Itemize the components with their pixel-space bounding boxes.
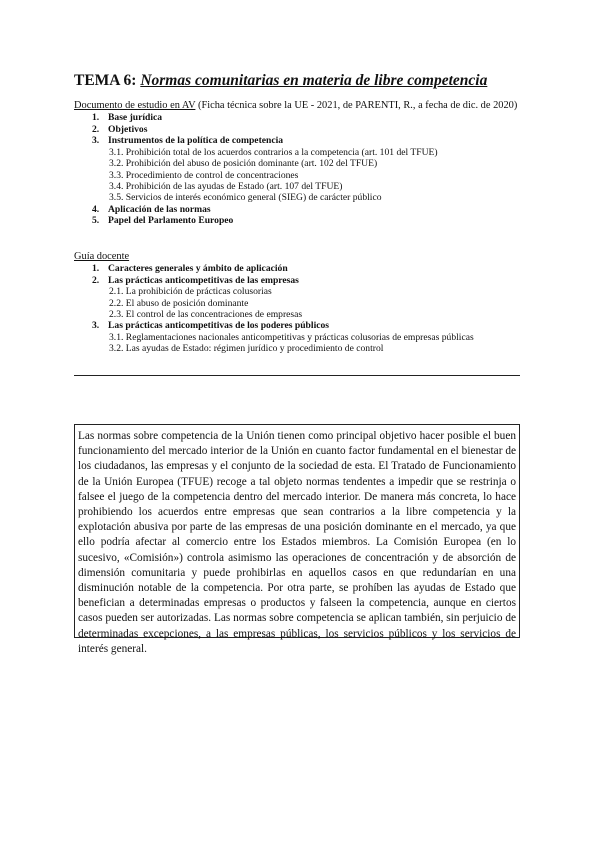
outline-item-label: Caracteres generales y ámbito de aplicación xyxy=(108,263,288,274)
outline-item-number: 2. xyxy=(92,274,100,286)
outline-item xyxy=(74,135,438,147)
outline-item-label: Las prácticas anticompetitivas de las empresas xyxy=(108,274,299,286)
summary-text: Las normas sobre competencia de la Unión tienen como principal objetivo hacer posible el buen funcionamiento del mercado interior de la Unión en cuanto factor fundamental en el bienestar de los ciudadanos, las empresas y el conjunto de la sociedad de esta. El Tratado de Funcionamiento de la Unión Europea (TFUE) recoge a tal objeto normas tendentes a impedir que se restrinja o falsee el juego de la competencia dentro del mercado interior. De manera más concreta, lo hace prohibiendo los acuerdos entre empresas que sean contrarios a la libre competencia y la explotación abusiva por parte de las empresas de una posición dominante en el mercado, ya que ello podría afectar al comercio entre los Estados miembros. La Comisión Europea (en lo sucesivo, «Comisión») controla asimismo las operaciones de concentración y de absorción de dimensión comunitaria y puede prohibirlas en aquellos casos en que redundarían en una disminución notable de la competencia. Por otra parte, se prohíben las ayudas de Estado que benefician a determinadas empresas o productos y falseen la competencia, aunque en ciertos casos pueden ser autorizadas. Las normas sobre competencia se aplican también, sin perjuicio de determinadas excepciones, a las empresas públicas, los servicios públicos y los servicios de interés general. xyxy=(78,430,516,655)
outline-item-label: Las prácticas anticompetitivas de los poderes públicos xyxy=(108,320,330,332)
outline-subitem: 3.3. Procedimiento de control de concentraciones xyxy=(109,169,299,181)
outline-item-number: 1. xyxy=(92,112,100,123)
outline-item xyxy=(74,275,474,287)
outline-item-number: 3. xyxy=(92,320,100,332)
outline-subitem: 2.2. El abuso de posición dominante xyxy=(109,297,249,309)
study-doc-outline xyxy=(74,112,438,227)
outline-item-label: Base jurídica xyxy=(108,112,163,123)
outline-item xyxy=(74,215,438,227)
outline-item xyxy=(74,204,438,216)
guide-heading xyxy=(74,251,129,262)
outline-item-label: Aplicación de las normas xyxy=(108,203,211,215)
outline-item-label: Papel del Parlamento Europeo xyxy=(108,215,234,227)
section-divider xyxy=(74,375,520,376)
guide-label: Guía docente xyxy=(74,251,130,262)
study-doc-label: Documento de estudio en AV xyxy=(74,100,196,111)
page-title xyxy=(74,72,487,90)
outline-item-number: 1. xyxy=(92,263,100,274)
study-doc-source: (Ficha técnica sobre la UE - 2021, de PARENTI, R., a fecha de dic. de 2020) xyxy=(195,100,518,111)
outline-subitem: 2.1. La prohibición de prácticas colusorias xyxy=(109,286,272,298)
outline-item-number: 5. xyxy=(92,215,100,227)
outline-item-label: Objetivos xyxy=(108,123,148,135)
study-doc-heading xyxy=(74,100,517,111)
outline-item-number: 2. xyxy=(92,123,100,135)
outline-item xyxy=(74,263,474,275)
outline-subitem: 3.2. Prohibición del abuso de posición dominante (art. 102 del TFUE) xyxy=(109,158,378,170)
outline-subitem: 3.4. Prohibición de las ayudas de Estado (art. 107 del TFUE) xyxy=(109,180,343,192)
guide-outline xyxy=(74,263,474,355)
outline-item-number: 4. xyxy=(92,203,100,215)
summary-box xyxy=(74,424,520,655)
outline-subitem: 3.1. Prohibición total de los acuerdos contrarios a la competencia (art. 101 del TFUE) xyxy=(109,146,438,158)
outline-item xyxy=(74,112,438,124)
outline-subitem: 3.1. Reglamentaciones nacionales anticompetitivas y prácticas colusorias de empresas públicas xyxy=(109,331,474,343)
title-prefix: TEMA 6: xyxy=(74,72,141,89)
title-topic: Normas comunitarias en materia de libre competencia xyxy=(140,72,488,89)
outline-item-number: 3. xyxy=(92,135,100,147)
outline-item xyxy=(74,124,438,136)
outline-item-label: Instrumentos de la política de competencia xyxy=(108,135,284,147)
outline-item xyxy=(74,320,474,332)
outline-subitem: 3.2. Las ayudas de Estado: régimen jurídico y procedimiento de control xyxy=(109,343,384,355)
outline-subitem: 3.5. Servicios de interés económico general (SIEG) de carácter público xyxy=(109,192,382,204)
outline-subitem: 2.3. El control de las concentraciones de empresas xyxy=(109,308,303,320)
